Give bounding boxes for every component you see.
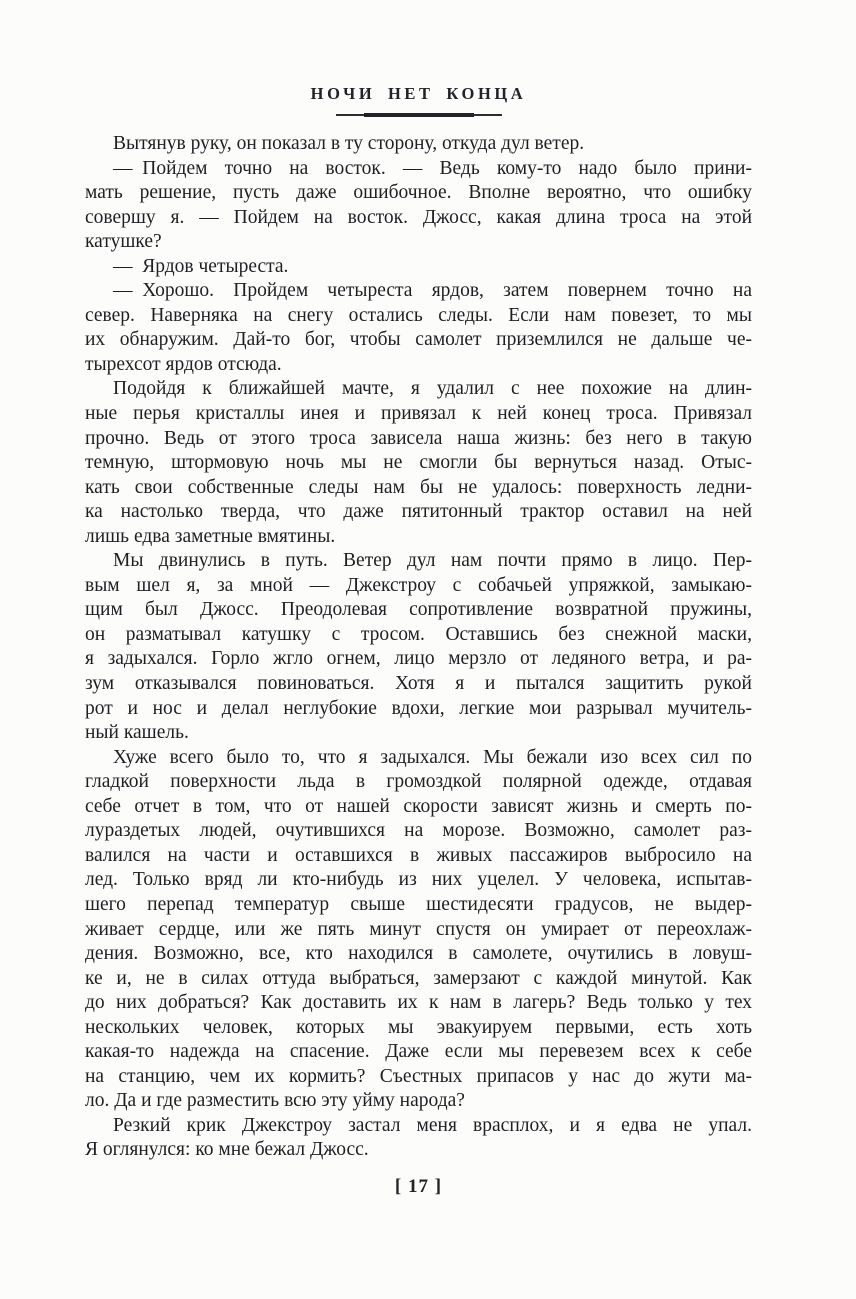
text-line: на станцию, чем их кормить? Съестных припасов у нас до жути ма-	[85, 1065, 752, 1087]
text-line: их обнаружим. Дай-то бог, чтобы самолет приземлился не дальше че-	[85, 329, 752, 351]
text-line: мать решение, пусть даже ошибочное. Вполне вероятно, что ошибку	[85, 182, 752, 204]
text-line: нескольких человек, которых мы эвакуируем первыми, есть хоть	[85, 1016, 752, 1038]
text-line: Я оглянулся: ко мне бежал Джосс.	[85, 1139, 369, 1161]
text-line: рот и нос и делал неглубокие вдохи, легкие мои разрывал мучитель-	[85, 697, 752, 719]
text-line: Подойдя к ближайшей мачте, я удалил с нее похожие на длин-	[113, 378, 752, 400]
text-line: тырехсот ярдов отсюда.	[85, 353, 282, 375]
text-line: лед. Только вряд ли кто-нибудь из них уцелел. У человека, испытав-	[85, 869, 752, 891]
text-line: я задыхался. Горло жгло огнем, лицо мерзло от ледяного ветра, и ра-	[85, 648, 752, 670]
text-line: зум отказывался повиноваться. Хотя я и пытался защитить рукой	[85, 673, 752, 695]
text-line: гладкой поверхности льда в громоздкой полярной одежде, отдавая	[85, 771, 752, 793]
text-line: — Пойдем точно на восток. — Ведь кому-то надо было прини-	[113, 157, 752, 179]
text-line: лураздетых людей, очутившихся на морозе. Возможно, самолет раз-	[85, 820, 752, 842]
text-line: ло. Да и где разместить всю эту уйму народа?	[85, 1090, 465, 1112]
text-line: живает сердце, или же пять минут спустя он умирает от переохлаж-	[85, 918, 752, 940]
text-line: лишь едва заметные вмятины.	[85, 525, 336, 547]
text-line: вым шел я, за мной — Джекстроу с собачьей упряжкой, замыкаю-	[85, 574, 752, 596]
text-line: кать свои собственные следы нам бы не удалось: поверхность ледни-	[85, 476, 752, 498]
text-line: себе отчет в том, что от нашей скорости зависят жизнь и смерть по-	[85, 795, 752, 817]
text-line: ка настолько тверда, что даже пятитонный трактор оставил на ней	[85, 501, 752, 523]
text-line: Вытянув руку, он показал в ту сторону, откуда дул ветер.	[113, 133, 585, 154]
text-line: Хуже всего было то, что я задыхался. Мы бежали изо всех сил по	[113, 746, 752, 768]
text-line: прочно. Ведь от этого троса зависела наша жизнь: без него в такую	[85, 427, 752, 449]
text-line: Мы двинулись в путь. Ветер дул нам почти прямо в лицо. Пер-	[113, 550, 752, 572]
text-line: ке и, не в силах оттуда выбраться, замерзают с каждой минутой. Как	[85, 967, 752, 989]
text-line: до них добраться? Как доставить их к нам в лагерь? Ведь только у тех	[85, 992, 752, 1014]
text-line: ный кашель.	[85, 722, 189, 744]
page-number: [ 17 ]	[394, 1176, 443, 1197]
text-line: валился на части и оставшихся в живых пассажиров выбросило на	[85, 844, 752, 866]
text-line: темную, штормовую ночь мы не смогли бы вернуться назад. Отыс-	[85, 452, 752, 474]
text-line: ные перья кристаллы инея и привязал к ней конец троса. Привязал	[85, 403, 752, 425]
text-line: какая-то надежда на спасение. Даже если мы перевезем всех к себе	[85, 1041, 752, 1063]
text-line: дения. Возможно, все, кто находился в самолете, очутились в ловуш-	[85, 943, 752, 965]
text-line: катушке?	[85, 231, 162, 253]
ornament-thick-line	[364, 113, 474, 118]
text-line: север. Наверняка на снегу остались следы. Если нам повезет, то мы	[85, 304, 752, 326]
running-title: НОЧИ НЕТ КОНЦА	[310, 84, 527, 103]
text-line: щим был Джосс. Преодолевая сопротивление возвратной пружины,	[85, 599, 752, 621]
text-line: совершу я. — Пойдем на восток. Джосс, какая длина троса на этой	[85, 206, 752, 228]
text-line: шего перепад температур свыше шестидесяти градусов, не выдер-	[85, 893, 752, 915]
text-line: Резкий крик Джекстроу застал меня врасплох, и я едва не упал.	[113, 1114, 752, 1136]
page-text	[85, 132, 752, 1163]
text-line: — Ярдов четыреста.	[113, 255, 289, 277]
text-line: — Хорошо. Пройдем четыреста ярдов, затем повернем точно на	[113, 280, 752, 302]
text-line: он разматывал катушку с тросом. Оставшись без снежной маски,	[85, 623, 752, 645]
header-ornament-rule	[85, 112, 752, 118]
